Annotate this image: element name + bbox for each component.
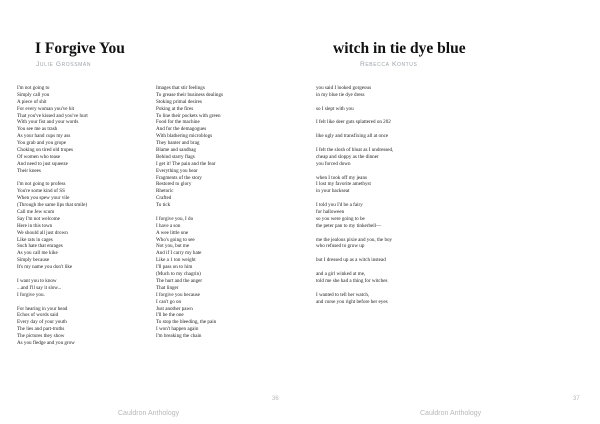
poem-line: Choking on tired old tropes — [17, 147, 74, 154]
poem-line: Poking at the fires — [156, 105, 194, 112]
poem-line: you forced down — [316, 160, 351, 167]
poem-line: To stop the bleeding, the pain — [156, 319, 217, 326]
poem-line: Here in this town — [17, 222, 53, 229]
poem-line: Their knees — [17, 167, 41, 174]
stanza-break — [156, 209, 286, 216]
poem-line: You see me as trash — [17, 126, 58, 133]
poem-line: who refused to grow up — [316, 243, 365, 250]
poem-line: You grab and you grope — [17, 140, 66, 147]
poem-line: Images that stir feelings — [156, 85, 205, 91]
poem-line: the peter pan to my tinkerbell— — [316, 222, 382, 229]
poem-line: The hurt and the anger — [156, 277, 203, 284]
stanza-break — [316, 140, 496, 147]
right-page — [300, 0, 600, 424]
stanza-break — [17, 299, 137, 306]
poem-line: For every woman you've hit — [17, 105, 75, 112]
poem-line: A piece of shit — [17, 98, 47, 105]
poem-line: I felt the slosh of bloat as I undressed, — [316, 147, 394, 154]
poem-line: I lost my favorite amethyst — [316, 181, 371, 188]
poem-line: To tick — [156, 202, 171, 209]
poem-line: Not you, but me — [156, 243, 190, 250]
poem-line: told me she had a thing for witches — [316, 277, 388, 284]
poem-line: Everything you hear — [156, 167, 198, 174]
poem-column-2 — [156, 85, 286, 340]
poem-line: As you call me kike — [17, 250, 58, 257]
poem-author: Julie Grossman — [36, 61, 92, 68]
poem-line: Simply because — [17, 257, 50, 264]
poem-line: As your hand cups my ass — [17, 133, 71, 140]
poem-line: Just another pawn — [156, 305, 193, 312]
poem-line: Crafted — [156, 195, 172, 202]
poem-line: Such hate that enrages — [17, 243, 63, 250]
poem-line: Rhetoric — [156, 188, 174, 195]
stanza-break — [316, 250, 496, 257]
poem-line: To grease their business dealings — [156, 91, 223, 98]
poem-line: That you've kissed and you've hurt — [17, 112, 88, 119]
poem-line: Stoking primal desires — [156, 98, 202, 105]
poem-line: and a girl winked at me, — [316, 271, 366, 278]
poem-line: The lies and part-truths — [17, 326, 65, 333]
poem-line: With your fist and your words — [17, 119, 79, 126]
poem-line: I forgive you. — [17, 291, 45, 298]
poem-line: And for the demagogues — [156, 126, 207, 133]
poem-line: you said I looked gorgeous — [316, 85, 372, 91]
poem-line: Blame and sandbag — [156, 147, 196, 154]
poem-line: I forgive you because — [156, 291, 200, 298]
poem-line: and curse you right before her eyes — [316, 298, 388, 305]
poem-line: but I dressed up as a witch instead — [316, 257, 386, 264]
poem-line: You're some kind of SS — [17, 188, 65, 195]
poem-line: And need to just squeeze — [17, 160, 68, 167]
poem-line: It's my name you don't like — [17, 264, 73, 271]
poem-line: When you spew your vile — [17, 195, 70, 202]
poem-line: For hearing in your head — [17, 305, 68, 312]
poem-column-1 — [17, 85, 137, 347]
poem-line: I'm breaking the chain — [156, 333, 202, 340]
poem-line: I get it! The pain and the fear — [156, 160, 216, 167]
poem-line: Behind starry flags — [156, 153, 195, 160]
poem-line: I'll be the one — [156, 312, 184, 319]
stanza-break — [316, 285, 496, 292]
poem-line: so I slept with you — [316, 105, 354, 112]
poem-line: Food for the machine — [156, 119, 200, 126]
poem-line: I'll pass on to him — [156, 264, 193, 271]
poem-line: That linger — [156, 284, 179, 291]
poem-line: Simply call you — [17, 91, 50, 98]
poem-line: To line their pockets with green — [156, 112, 221, 119]
poem-line: I told you I'd be a fairy — [316, 202, 363, 209]
poem-line: Call me Jew scum — [17, 209, 55, 216]
page-footer: Cauldron Anthology — [420, 410, 482, 417]
poem-line: Restored to glory — [156, 181, 192, 188]
poem-line: Fragments of the story — [156, 174, 202, 181]
poem-title: witch in tie dye blue — [333, 40, 466, 57]
poem-line: when I took off my jeans — [316, 174, 367, 181]
poem-line: I wanted to tell her watch, — [316, 291, 370, 298]
poem-line: I'm not going to profess — [17, 181, 66, 188]
poem-line: I forgive you, I do — [156, 215, 194, 222]
stanza-break — [316, 168, 496, 175]
poem-line: I felt like deer guts splattered on 202 — [316, 119, 391, 126]
poem-line: Every day of your youth — [17, 319, 67, 326]
page-number: 37 — [573, 396, 580, 402]
poem-line: ...and I'll say it slow... — [17, 284, 62, 291]
poem-line: The pictures they show — [17, 333, 65, 340]
poem-line: We should all just drown — [17, 229, 68, 236]
poem-line: Who's going to see — [156, 236, 195, 243]
poem-line: (Through the same lips that smile) — [17, 202, 88, 209]
poem-line: They banter and brag — [156, 140, 200, 147]
poem-line: I want you to know — [17, 277, 57, 284]
poem-line: Echos of words said — [17, 312, 59, 319]
poem-author: Rebecca Kontus — [360, 61, 418, 68]
stanza-break — [316, 264, 496, 271]
page-footer: Cauldron Anthology — [118, 410, 180, 417]
poem-line: Like rats in cages — [17, 236, 53, 243]
poem-line: A wee little one — [156, 229, 189, 236]
poem-line: With blathering microblogs — [156, 133, 213, 140]
poem-line: Of women who tease — [17, 153, 61, 160]
poem-line: cheap and sloppy as the dinner — [316, 153, 379, 160]
stanza-break — [17, 271, 137, 278]
poem-line: me the jealous pixie and you, the boy — [316, 236, 393, 243]
poem-line: in your backseat — [316, 188, 350, 195]
poem-title: I Forgive You — [35, 40, 125, 57]
poem-line: I'm not going to — [17, 85, 50, 91]
stanza-break — [316, 230, 496, 237]
poem-line: so you were going to be — [316, 215, 365, 222]
poem-line: I won't happen again — [156, 326, 199, 333]
poem-line: And if I carry my hate — [156, 250, 202, 257]
poem-line: As you fledge and you grow — [17, 339, 75, 346]
poem-line: (Much to my chagrin) — [156, 271, 201, 278]
poem-line: I have a son — [156, 222, 181, 229]
poem-line: I can't go on — [156, 298, 182, 305]
poem-line: Say I'm not welcome — [17, 215, 60, 222]
poem-line: in my blue tie dye dress — [316, 91, 365, 98]
stanza-break — [316, 99, 496, 106]
poem-line: for halloween — [316, 209, 345, 216]
poem-line: Like a 1 ton weight — [156, 257, 196, 264]
poem-column — [316, 85, 496, 306]
page-number: 36 — [272, 396, 279, 402]
poem-line: like ugly and transfixing all at once — [316, 133, 389, 140]
